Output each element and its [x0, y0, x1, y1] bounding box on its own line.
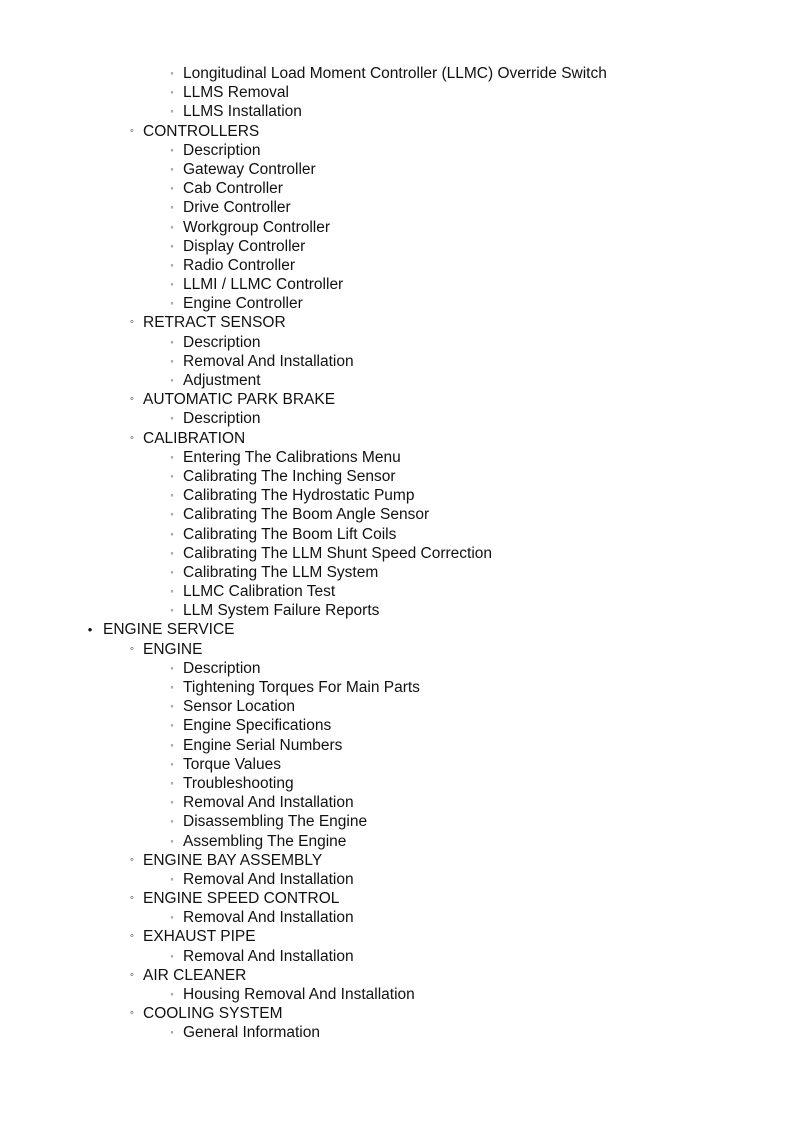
- toc-item-label: Engine Specifications: [183, 717, 332, 735]
- toc-item-level-3[interactable]: [0, 544, 794, 563]
- toc-item-level-3[interactable]: [0, 1023, 794, 1042]
- toc-item-level-2[interactable]: [0, 851, 794, 870]
- toc-item-label: Removal And Installation: [183, 794, 354, 812]
- bullet-icon: ◦: [170, 336, 174, 347]
- toc-item-level-3[interactable]: [0, 793, 794, 812]
- toc-item-level-3[interactable]: [0, 870, 794, 889]
- toc-item-label: ENGINE BAY ASSEMBLY: [143, 851, 323, 869]
- toc-item-level-3[interactable]: [0, 352, 794, 371]
- toc-item-level-3[interactable]: [0, 716, 794, 735]
- toc-item-level-3[interactable]: [0, 198, 794, 217]
- bullet-icon: ◦: [170, 566, 174, 577]
- toc-item-level-3[interactable]: [0, 812, 794, 831]
- bullet-icon: ◦: [170, 221, 174, 232]
- toc-item-label: LLMC Calibration Test: [183, 583, 336, 601]
- bullet-icon: ◦: [170, 547, 174, 558]
- bullet-icon: ◦: [170, 662, 174, 673]
- toc-item-level-2[interactable]: [0, 429, 794, 448]
- toc-item-level-3[interactable]: [0, 275, 794, 294]
- toc-item-label: ENGINE SPEED CONTROL: [143, 890, 340, 908]
- toc-item-level-3[interactable]: [0, 333, 794, 352]
- bullet-icon: ◦: [170, 298, 174, 309]
- toc-item-level-2[interactable]: [0, 640, 794, 659]
- bullet-icon: ◦: [170, 490, 174, 501]
- toc-item-level-2[interactable]: [0, 1004, 794, 1023]
- toc-item-level-1[interactable]: [0, 620, 794, 639]
- toc-item-level-3[interactable]: [0, 448, 794, 467]
- bullet-icon: ◦: [170, 873, 174, 884]
- toc-item-level-2[interactable]: [0, 927, 794, 946]
- toc-item-label: Description: [183, 659, 261, 677]
- toc-item-level-3[interactable]: [0, 179, 794, 198]
- toc-item-label: CONTROLLERS: [143, 122, 260, 140]
- toc-item-label: Display Controller: [183, 237, 306, 255]
- bullet-icon: ◦: [170, 144, 174, 155]
- bullet-icon: ◦: [170, 720, 174, 731]
- toc-item-level-3[interactable]: [0, 371, 794, 390]
- toc-item-level-3[interactable]: [0, 774, 794, 793]
- bullet-icon: ◦: [130, 124, 134, 137]
- toc-item-label: Description: [183, 333, 261, 351]
- toc-item-level-2[interactable]: [0, 966, 794, 985]
- bullet-icon: ◦: [170, 183, 174, 194]
- toc-item-level-2[interactable]: [0, 390, 794, 409]
- bullet-icon: ◦: [130, 892, 134, 905]
- toc-item-label: Tightening Torques For Main Parts: [183, 679, 420, 696]
- bullet-icon: ◦: [170, 912, 174, 923]
- toc-item-label: Assembling The Engine: [183, 832, 347, 850]
- toc-item-label: Entering The Calibrations Menu: [183, 448, 401, 466]
- toc-item-level-3[interactable]: [0, 582, 794, 601]
- bullet-icon: ◦: [170, 777, 174, 788]
- toc-item-level-3[interactable]: [0, 486, 794, 505]
- toc-item-label: Disassembling The Engine: [183, 813, 368, 831]
- toc-item-label: EXHAUST PIPE: [143, 928, 256, 946]
- toc-item-level-3[interactable]: [0, 601, 794, 620]
- toc-item-label: RETRACT SENSOR: [143, 314, 286, 332]
- toc-item-level-3[interactable]: [0, 736, 794, 755]
- bullet-icon: ◦: [130, 1007, 134, 1020]
- bullet-icon: ◦: [170, 605, 174, 616]
- toc-item-level-3[interactable]: [0, 256, 794, 275]
- toc-item-level-3[interactable]: [0, 832, 794, 851]
- toc-item-level-3[interactable]: [0, 755, 794, 774]
- bullet-icon: ◦: [170, 451, 174, 462]
- toc-item-label: Sensor Location: [183, 698, 296, 716]
- toc-item-level-3[interactable]: [0, 294, 794, 313]
- toc-item-level-3[interactable]: [0, 678, 794, 697]
- toc-item-label: AUTOMATIC PARK BRAKE: [143, 391, 336, 409]
- bullet-icon: ◦: [170, 528, 174, 539]
- bullet-icon: ◦: [170, 68, 174, 78]
- bullet-icon: ◦: [170, 470, 174, 481]
- toc-item-label: LLMS Removal: [183, 84, 289, 102]
- toc-item-label: Calibrating The Hydrostatic Pump: [183, 487, 415, 505]
- bullet-icon: ◦: [130, 393, 134, 406]
- toc-item-label: Housing Removal And Installation: [183, 986, 415, 1003]
- toc-item-level-3[interactable]: [0, 409, 794, 428]
- toc-item-level-2[interactable]: [0, 889, 794, 908]
- bullet-icon: ◦: [170, 106, 174, 117]
- toc-item-level-3[interactable]: [0, 908, 794, 927]
- bullet-icon: ◦: [170, 739, 174, 750]
- toc-item-level-3[interactable]: [0, 218, 794, 237]
- toc-item-level-3[interactable]: [0, 160, 794, 179]
- bullet-icon: ◦: [130, 968, 134, 981]
- bullet-icon: ◦: [170, 797, 174, 808]
- toc-item-level-3[interactable]: [0, 467, 794, 486]
- bullet-icon: ◦: [170, 163, 174, 174]
- bullet-icon: ◦: [130, 853, 134, 866]
- bullet-icon: ◦: [170, 758, 174, 769]
- toc-item-label: Troubleshooting: [183, 774, 294, 792]
- toc-item-label: CALIBRATION: [143, 429, 246, 447]
- bullet-icon: ◦: [170, 355, 174, 366]
- toc-item-level-3[interactable]: [0, 697, 794, 716]
- bullet-icon: ◦: [130, 930, 134, 943]
- toc-item-label: Engine Controller: [183, 295, 303, 313]
- toc-item-label: Calibrating The LLM Shunt Speed Correction: [183, 544, 493, 562]
- toc-item-level-3[interactable]: [0, 141, 794, 160]
- toc-item-level-3[interactable]: [0, 83, 794, 102]
- toc-item-level-3[interactable]: [0, 525, 794, 544]
- toc-item-label: LLM System Failure Reports: [183, 602, 380, 620]
- toc-item-label: Engine Serial Numbers: [183, 736, 343, 754]
- toc-item-label: Workgroup Controller: [183, 218, 331, 236]
- toc-item-label: Drive Controller: [183, 199, 291, 217]
- bullet-icon: ◦: [170, 816, 174, 827]
- toc-item-label: Description: [183, 141, 261, 159]
- bullet-icon: ◦: [170, 87, 174, 98]
- toc-item-label: Torque Values: [183, 755, 281, 773]
- bullet-icon: ◦: [130, 642, 134, 655]
- bullet-icon: ◦: [130, 316, 134, 329]
- toc-item-label: AIR CLEANER: [143, 966, 247, 984]
- toc-item-label: Gateway Controller: [183, 160, 316, 178]
- toc-item-level-3[interactable]: [0, 659, 794, 678]
- bullet-icon: ◦: [170, 413, 174, 424]
- toc-item-label: Removal And Installation: [183, 870, 354, 888]
- toc-item-label: COOLING SYSTEM: [143, 1005, 283, 1023]
- toc-item-level-3[interactable]: [0, 985, 794, 1004]
- toc-item-level-3[interactable]: [0, 505, 794, 524]
- toc-item-label: Radio Controller: [183, 256, 295, 274]
- bullet-icon: ◦: [170, 701, 174, 712]
- toc-item-label: Longitudinal Load Moment Controller (LLMC) Override Switch: [183, 65, 607, 82]
- bullet-icon: ◦: [170, 240, 174, 251]
- bullet-icon: ◦: [170, 950, 174, 961]
- bullet-icon: ◦: [170, 279, 174, 290]
- bullet-icon: ◦: [170, 989, 174, 999]
- bullet-icon: ◦: [170, 375, 174, 385]
- toc-item-label: Description: [183, 410, 261, 428]
- toc-item-level-3[interactable]: [0, 563, 794, 582]
- bullet-icon: ◦: [170, 835, 174, 846]
- table-of-contents: [0, 64, 794, 1043]
- toc-item-label: LLMI / LLMC Controller: [183, 276, 344, 294]
- toc-item-label: Calibrating The LLM System: [183, 563, 379, 581]
- toc-item-label: Adjustment: [183, 372, 261, 389]
- bullet-icon: ◦: [170, 1027, 174, 1038]
- toc-item-level-3[interactable]: [0, 102, 794, 121]
- toc-item-level-3[interactable]: [0, 64, 794, 83]
- toc-item-level-3[interactable]: [0, 237, 794, 256]
- toc-item-label: Calibrating The Boom Angle Sensor: [183, 506, 430, 524]
- toc-item-label: ENGINE: [143, 640, 203, 658]
- bullet-icon: ◦: [130, 431, 134, 444]
- toc-item-label: Removal And Installation: [183, 909, 354, 927]
- bullet-icon: ◦: [170, 202, 174, 213]
- toc-item-label: Calibrating The Boom Lift Coils: [183, 525, 397, 543]
- toc-item-label: ENGINE SERVICE: [103, 621, 235, 639]
- toc-item-label: General Information: [183, 1024, 320, 1042]
- bullet-icon: •: [87, 622, 93, 638]
- toc-item-label: Removal And Installation: [183, 352, 354, 370]
- toc-item-level-3[interactable]: [0, 947, 794, 966]
- toc-item-label: Cab Controller: [183, 180, 283, 198]
- toc-item-label: Removal And Installation: [183, 947, 354, 965]
- bullet-icon: ◦: [170, 509, 174, 520]
- toc-item-label: Calibrating The Inching Sensor: [183, 467, 396, 485]
- bullet-icon: ◦: [170, 259, 174, 270]
- toc-item-label: LLMS Installation: [183, 103, 302, 121]
- bullet-icon: ◦: [170, 682, 174, 692]
- toc-item-level-2[interactable]: [0, 122, 794, 141]
- toc-item-level-2[interactable]: [0, 313, 794, 332]
- bullet-icon: ◦: [170, 586, 174, 597]
